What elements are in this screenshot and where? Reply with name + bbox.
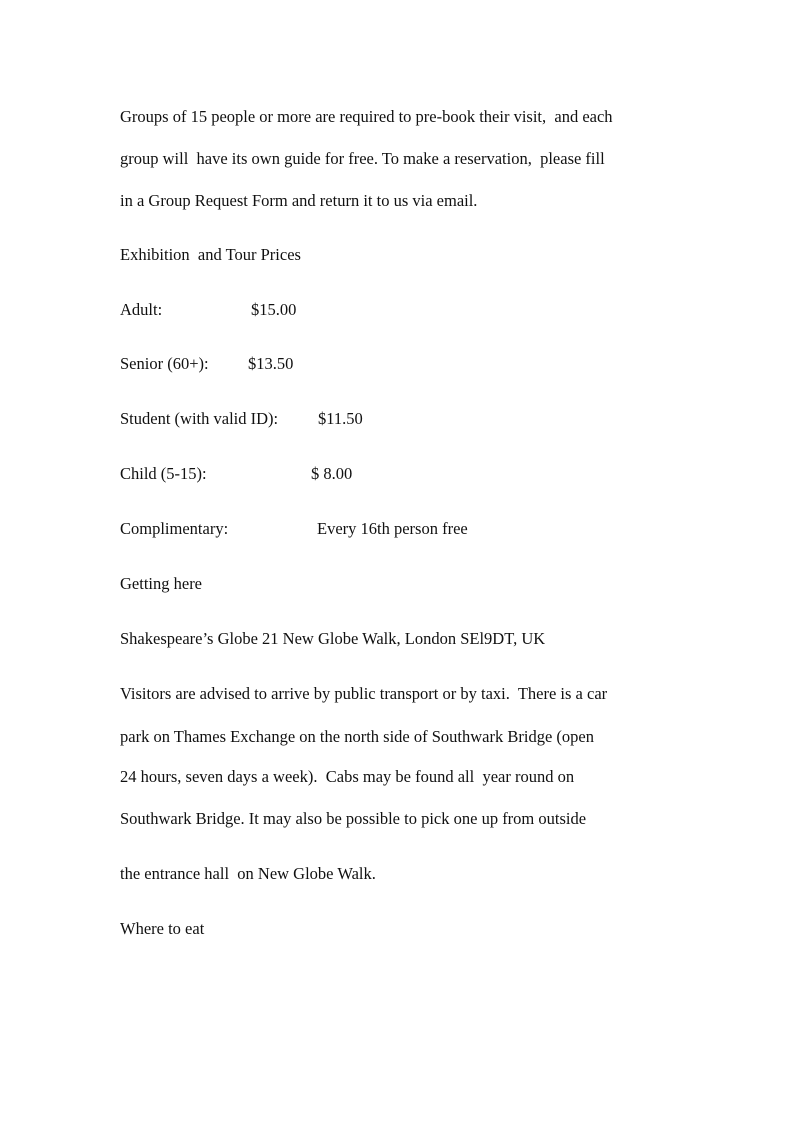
transport-line-4: Southwark Bridge. It may also be possible to pick one up from outside [120,809,587,828]
price-value: $13.50 [248,354,294,373]
price-label: Senior (60+): [120,354,209,373]
prices-heading: Exhibition and Tour Prices [120,245,301,264]
intro-line-1: Groups of 15 people or more are required to pre-book their visit, and each [120,107,613,126]
price-label: Student (with valid ID): [120,409,279,428]
getting-here-heading: Getting here [120,574,203,593]
where-to-eat-heading: Where to eat [120,919,205,938]
price-value: Every 16th person free [317,519,468,538]
transport-line-1: Visitors are advised to arrive by public transport or by taxi. There is a car [120,684,608,703]
price-value: $15.00 [251,300,297,319]
price-label: Complimentary: [120,519,229,538]
price-label: Child (5-15): [120,464,207,483]
price-value: $11.50 [318,409,363,428]
address-line: Shakespeare’s Globe 21 New Globe Walk, London SEl9DT, UK [120,629,546,648]
transport-line-5: the entrance hall on New Globe Walk. [120,864,376,883]
price-label: Adult: [120,300,163,319]
intro-line-2: group will have its own guide for free. To make a reservation, please fill [120,149,605,168]
price-value: $ 8.00 [311,464,353,483]
transport-line-3: 24 hours, seven days a week). Cabs may be found all year round on [120,767,575,786]
transport-line-2: park on Thames Exchange on the north side of Southwark Bridge (open [120,727,594,746]
intro-line-3: in a Group Request Form and return it to us via email. [120,191,478,210]
